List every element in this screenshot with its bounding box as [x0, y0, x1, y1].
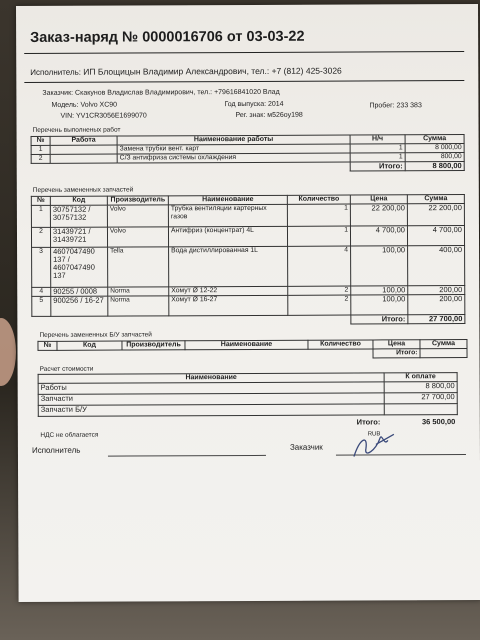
parts-col-price: Цена	[350, 195, 407, 204]
parts-row-sum: 200,00	[408, 286, 465, 295]
works-col-sum: Сумма	[405, 135, 464, 144]
executor-label: Исполнитель:	[30, 67, 82, 77]
year-label: Год выпуска:	[224, 100, 267, 109]
table-row	[31, 204, 464, 228]
works-row-work	[50, 154, 117, 163]
parts-row-qty: 4	[288, 246, 351, 286]
parts-row-maker: Norma	[108, 296, 169, 316]
calc-row-name: Запчасти Б/У	[38, 404, 384, 417]
parts-row-code: 900256 / 16-27	[51, 296, 108, 316]
calc-row-value	[384, 404, 457, 415]
parts-row-name: Трубка вентиляции картерных газов	[168, 204, 287, 227]
calc-col-name: Наименование	[38, 373, 384, 384]
parts-row-price: 100,00	[351, 295, 408, 315]
vat-note: НДС не облагается	[40, 431, 99, 439]
parts-row-sum: 400,00	[408, 246, 465, 286]
parts-row-name: Антифриз (концентрат) 4L	[168, 226, 287, 247]
parts-col-n: №	[31, 196, 50, 205]
used-parts-table	[37, 339, 467, 360]
calc-total-value: 36 500,00	[421, 417, 456, 427]
parts-row-price: 22 200,00	[350, 204, 407, 226]
works-row-sum: 8 000,00	[405, 144, 464, 153]
customer-label: Заказчик:	[42, 89, 74, 97]
executor-sign-label: Исполнитель	[31, 445, 81, 455]
parts-row-n: 4	[32, 287, 51, 296]
parts-row-maker: Volvo	[107, 227, 168, 247]
works-row-name: С/З антифриза системы охлаждения	[117, 153, 350, 163]
parts-row-code: 4607047490 137 / 4607047490 137	[51, 247, 108, 287]
works-table	[31, 134, 465, 173]
calc-section-title: Расчет стоимости	[39, 365, 94, 373]
used-parts-section-title: Перечень замененных Б/У запчастей	[39, 331, 152, 339]
table-row	[31, 226, 464, 248]
parts-row-code: 90255 / 0008	[51, 287, 108, 296]
works-row-n: 1	[31, 145, 50, 154]
parts-row-sum: 4 700,00	[407, 226, 464, 246]
parts-row-qty: 1	[287, 204, 350, 226]
page-title: Заказ-наряд № 0000016706 от 03-03-22	[30, 28, 305, 46]
calc-total-label: Итого:	[356, 417, 381, 427]
used-parts-total-label: Итого:	[373, 349, 420, 358]
parts-row-qty: 2	[288, 295, 351, 315]
parts-total-row	[32, 315, 465, 326]
parts-row-name: Хомут Ø 12-22	[169, 286, 288, 296]
executor-line	[30, 66, 342, 77]
used-parts-total-row	[38, 349, 467, 360]
used-col-sum: Сумма	[420, 340, 467, 349]
table-row	[32, 246, 465, 288]
used-col-n: №	[38, 341, 57, 350]
parts-row-code: 30757132 / 30757132	[50, 205, 107, 227]
used-col-name: Наименование	[185, 340, 308, 350]
parts-row-n: 2	[31, 227, 50, 247]
works-row-hours: 1	[350, 153, 405, 162]
parts-row-price: 100,00	[351, 246, 408, 286]
executor-rule	[24, 80, 464, 83]
used-col-qty: Количество	[308, 340, 373, 349]
table-row	[32, 295, 465, 317]
parts-col-sum: Сумма	[407, 195, 464, 204]
works-total-label: Итого:	[350, 162, 405, 171]
works-col-work: Работа	[50, 136, 117, 145]
works-row-work	[50, 145, 117, 154]
works-row-name: Замена трубки вент. карт	[117, 144, 350, 154]
customer-value: Скакунов Владислав Владимирович, тел.: +79616841020 Влад	[75, 88, 280, 97]
model-line	[51, 102, 117, 109]
parts-row-name: Вода дистиллированная 1L	[169, 246, 288, 287]
parts-row-code: 31439721 / 31439721	[50, 227, 107, 247]
calc-row-name: Запчасти	[38, 393, 384, 406]
vin-label: VIN:	[60, 112, 75, 120]
vin-value: YV1CR3056E1699070	[75, 112, 147, 120]
parts-col-qty: Количество	[287, 195, 350, 204]
parts-row-qty: 2	[288, 286, 351, 295]
works-col-hours: Н/ч	[350, 135, 405, 144]
reg-label: Рег. знак:	[235, 111, 266, 120]
used-col-code: Код	[57, 341, 122, 350]
executor-value: ИП Блощицын Владимир Александрович, тел.: +7 (812) 425-3026	[83, 65, 342, 77]
customer-line	[42, 89, 279, 97]
works-col-name: Наименование работы	[117, 135, 350, 145]
calc-col-pay: К оплате	[384, 373, 457, 382]
reg-line	[235, 112, 302, 119]
parts-row-maker: Volvo	[107, 205, 168, 227]
works-col-n: №	[31, 136, 50, 145]
model-label: Модель:	[51, 101, 79, 109]
work-order-sheet	[16, 4, 480, 602]
currency-label: RUB	[367, 430, 381, 437]
vin-line	[60, 112, 146, 119]
customer-sign-label: Заказчик	[289, 442, 323, 452]
year-line	[224, 101, 283, 108]
works-row-hours: 1	[350, 144, 405, 153]
parts-row-sum: 22 200,00	[407, 204, 464, 226]
parts-row-n: 5	[32, 296, 51, 316]
parts-row-qty: 1	[287, 226, 350, 246]
works-total-row	[31, 162, 464, 173]
parts-row-maker: Norma	[108, 287, 169, 296]
parts-col-code: Код	[50, 196, 107, 205]
parts-row-price: 4 700,00	[350, 226, 407, 246]
title-rule	[24, 51, 464, 54]
parts-row-name: Хомут Ø 16-27	[169, 295, 288, 316]
calc-row-value: 27 700,00	[384, 393, 457, 404]
parts-col-maker: Производитель	[107, 196, 168, 205]
parts-row-n: 1	[31, 205, 50, 227]
parts-section-title: Перечень замененных запчастей	[32, 186, 134, 194]
calc-row-value: 8 800,00	[384, 382, 457, 393]
year-value: 2014	[267, 100, 284, 108]
calc-row-name: Работы	[38, 382, 384, 395]
used-col-price: Цена	[373, 340, 420, 349]
customer-signature	[346, 428, 402, 462]
used-col-maker: Производитель	[122, 341, 185, 350]
reg-value: м526оу198	[267, 111, 303, 119]
works-total-value: 8 800,00	[405, 162, 464, 171]
parts-total-label: Итого:	[351, 315, 408, 324]
executor-sign-line	[108, 455, 266, 457]
parts-row-sum: 200,00	[408, 295, 465, 315]
parts-col-name: Наименование	[168, 195, 287, 205]
mileage-line	[369, 102, 421, 109]
parts-total-value: 27 700,00	[408, 315, 465, 324]
parts-row-price: 100,00	[351, 286, 408, 295]
works-section-title: Перечень выполненых работ	[32, 126, 121, 134]
mileage-value: 233 383	[396, 102, 422, 110]
mileage-label: Пробег:	[369, 102, 395, 110]
parts-row-maker: Tella	[108, 247, 169, 287]
parts-table	[31, 194, 466, 326]
works-row-sum: 800,00	[405, 153, 464, 162]
works-row-n: 2	[31, 154, 50, 163]
parts-row-n: 3	[32, 247, 51, 287]
model-value: Volvo XC90	[80, 101, 118, 109]
